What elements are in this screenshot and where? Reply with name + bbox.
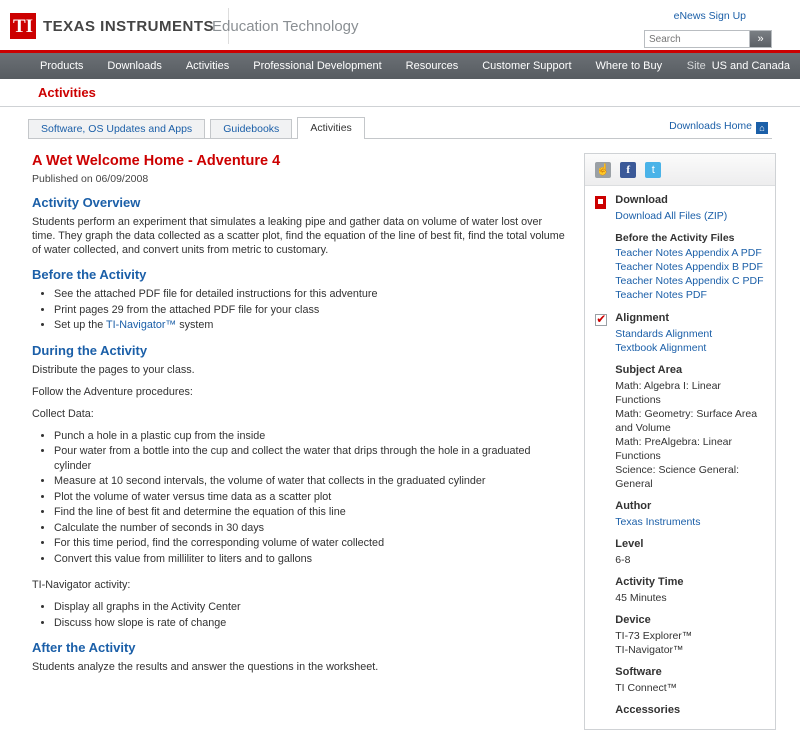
ti-logo-mark: TI <box>10 13 36 39</box>
during-activity-text-3: Collect Data: <box>32 407 94 420</box>
alignment-section-body <box>615 312 765 719</box>
list-item: • For this time period, find the corresponding volume of water collected <box>54 536 566 551</box>
teacher-notes-appendix-b-link[interactable]: Teacher Notes Appendix B PDF <box>615 261 763 273</box>
tab-software-os-updates-and-apps[interactable]: Software, OS Updates and Apps <box>28 119 205 139</box>
before-item3-suffix: system <box>176 319 214 331</box>
page-content <box>0 139 800 730</box>
accessories-heading: Accessories <box>615 704 681 716</box>
ti-logo-text: TEXAS INSTRUMENTS <box>43 17 215 35</box>
alignment-heading: Alignment <box>615 312 670 324</box>
activity-title: A Wet Welcome Home - Adventure 4 <box>32 153 281 169</box>
nav-item-professional-development[interactable]: Professional Development <box>253 60 382 72</box>
site-region-label: Site <box>686 60 706 72</box>
site-header <box>0 0 800 53</box>
tab-activities[interactable]: Activities <box>297 117 364 139</box>
tab-guidebooks[interactable]: Guidebooks <box>210 119 292 139</box>
during-activity-text-2: Follow the Adventure procedures: <box>32 385 193 398</box>
list-item: • Calculate the number of seconds in 30 days <box>54 521 566 536</box>
nav-item-resources[interactable]: Resources <box>405 60 459 72</box>
site-tagline: Education Technology <box>212 18 359 35</box>
software-block <box>615 666 765 695</box>
main-column <box>32 153 566 730</box>
list-item: • Print pages 29 from the attached PDF file for your class <box>54 303 566 318</box>
share-bar <box>585 154 775 186</box>
ti-navigator-activity-label: TI-Navigator activity: <box>32 579 131 591</box>
list-item: • See the attached PDF file for detailed instructions for this adventure <box>54 287 566 302</box>
site-region-selector[interactable] <box>687 60 790 72</box>
sidebar-panel <box>584 153 776 730</box>
download-section-body <box>615 194 765 302</box>
ti-navigator-link[interactable]: TI-Navigator™ <box>106 319 177 331</box>
page-title: Activities <box>38 85 96 100</box>
activity-time-block <box>615 576 765 605</box>
accessories-block <box>615 704 765 716</box>
list-item: • Plot the volume of water versus time data as a scatter plot <box>54 490 566 505</box>
author-block <box>615 500 765 529</box>
activity-time-heading: Activity Time <box>615 576 684 588</box>
before-activity-heading: Before the Activity <box>32 267 147 282</box>
textbook-alignment-link[interactable]: Textbook Alignment <box>615 342 707 354</box>
author-link[interactable]: Texas Instruments <box>615 516 701 528</box>
subject-area-block <box>615 364 765 491</box>
author-heading: Author <box>615 500 652 512</box>
nav-item-products[interactable]: Products <box>40 60 84 72</box>
subject-area-line: Math: PreAlgebra: Linear Functions <box>615 436 732 462</box>
nav-item-customer-support[interactable]: Customer Support <box>482 60 572 72</box>
tab-bar <box>0 117 800 139</box>
download-heading: Download <box>615 194 668 206</box>
before-activity-files-heading: Before the Activity Files <box>615 232 735 244</box>
teacher-notes-appendix-a-link[interactable]: Teacher Notes Appendix A PDF <box>615 247 762 259</box>
nav-item-where-to-buy[interactable]: Where to Buy <box>595 60 663 72</box>
after-activity-text: Students analyze the results and answer the questions in the worksheet. <box>32 661 379 673</box>
during-activity-list <box>32 429 566 567</box>
device-line: TI-73 Explorer™ <box>615 630 693 642</box>
search-input[interactable] <box>645 31 749 47</box>
list-item: • Find the line of best fit and determine the equation of this line <box>54 505 566 520</box>
list-item: • Measure at 10 second intervals, the volume of water that collects in the graduated cylinder <box>54 474 566 489</box>
facebook-icon[interactable]: f <box>620 162 636 178</box>
level-block <box>615 538 765 567</box>
site-region-value: US and Canada <box>711 60 790 72</box>
before-item3-prefix: Set up the <box>54 319 107 331</box>
list-item <box>54 318 566 333</box>
search-box[interactable] <box>644 30 772 48</box>
nav-item-downloads[interactable]: Downloads <box>107 60 162 72</box>
main-navigation <box>0 53 800 79</box>
thumbs-up-icon[interactable]: ☝ <box>595 162 611 178</box>
list-item: • Discuss how slope is rate of change <box>54 616 566 631</box>
activity-overview-text: Students perform an experiment that simulates a leaking pipe and gather data on volume of water lost over time. They graph the data collected as a scatter plot, find the equation of the line of best fit, find the total volume of water collected, and convert units from metric to customary. <box>32 216 565 256</box>
download-icon-wrap <box>595 194 608 302</box>
teacher-notes-appendix-c-link[interactable]: Teacher Notes Appendix C PDF <box>615 275 764 287</box>
activity-overview-heading: Activity Overview <box>32 195 141 210</box>
search-submit-icon[interactable]: » <box>749 31 771 47</box>
during-activity-heading: During the Activity <box>32 342 148 358</box>
downloads-home-link[interactable] <box>669 120 768 134</box>
list-item: • Punch a hole in a plastic cup from the inside <box>54 429 566 444</box>
ti-navigator-activity-list <box>32 600 566 630</box>
subject-area-heading: Subject Area <box>615 364 683 376</box>
subject-area-line: Math: Algebra I: Linear Functions <box>615 380 721 406</box>
teacher-notes-pdf-link[interactable]: Teacher Notes PDF <box>615 289 707 301</box>
list-item: • Convert this value from milliliter to liters and to gallons <box>54 552 566 567</box>
home-icon: ⌂ <box>756 122 768 134</box>
device-line: TI-Navigator™ <box>615 644 684 656</box>
nav-item-activities[interactable]: Activities <box>185 60 230 72</box>
alignment-section <box>595 312 765 719</box>
twitter-icon[interactable]: t <box>645 162 661 178</box>
download-all-files-link[interactable]: Download All Files (ZIP) <box>615 210 728 222</box>
ti-logo[interactable] <box>10 8 229 44</box>
tab-underline <box>28 138 772 139</box>
level-heading: Level <box>615 538 644 550</box>
activity-time-value: 45 Minutes <box>615 592 667 604</box>
before-activity-list <box>32 287 566 333</box>
subject-area-line: Math: Geometry: Surface Area and Volume <box>615 408 758 434</box>
device-block <box>615 614 765 657</box>
subject-area-line: Science: Science General: General <box>615 464 739 490</box>
published-date: Published on 06/09/2008 <box>32 173 149 185</box>
downloads-home-label: Downloads Home <box>669 120 752 132</box>
download-icon <box>595 196 606 209</box>
standards-alignment-link[interactable]: Standards Alignment <box>615 328 713 340</box>
device-heading: Device <box>615 614 651 626</box>
after-activity-heading: After the Activity <box>32 640 136 655</box>
page-title-bar <box>0 79 800 107</box>
list-item: • Display all graphs in the Activity Center <box>54 600 566 615</box>
sidebar-column <box>584 153 776 730</box>
software-value: TI Connect™ <box>615 682 678 694</box>
checkmark-icon <box>595 314 607 326</box>
during-activity-text-1: Distribute the pages to your class. <box>32 363 195 376</box>
enews-signup-link[interactable]: eNews Sign Up <box>673 10 746 22</box>
sidebar-content <box>585 186 775 729</box>
alignment-icon-wrap <box>595 312 608 719</box>
download-section <box>595 194 765 302</box>
level-value: 6-8 <box>615 554 631 566</box>
list-item: • Pour water from a bottle into the cup and collect the water that drips through the hole in a graduated cylinder <box>54 444 566 473</box>
software-heading: Software <box>615 666 662 678</box>
